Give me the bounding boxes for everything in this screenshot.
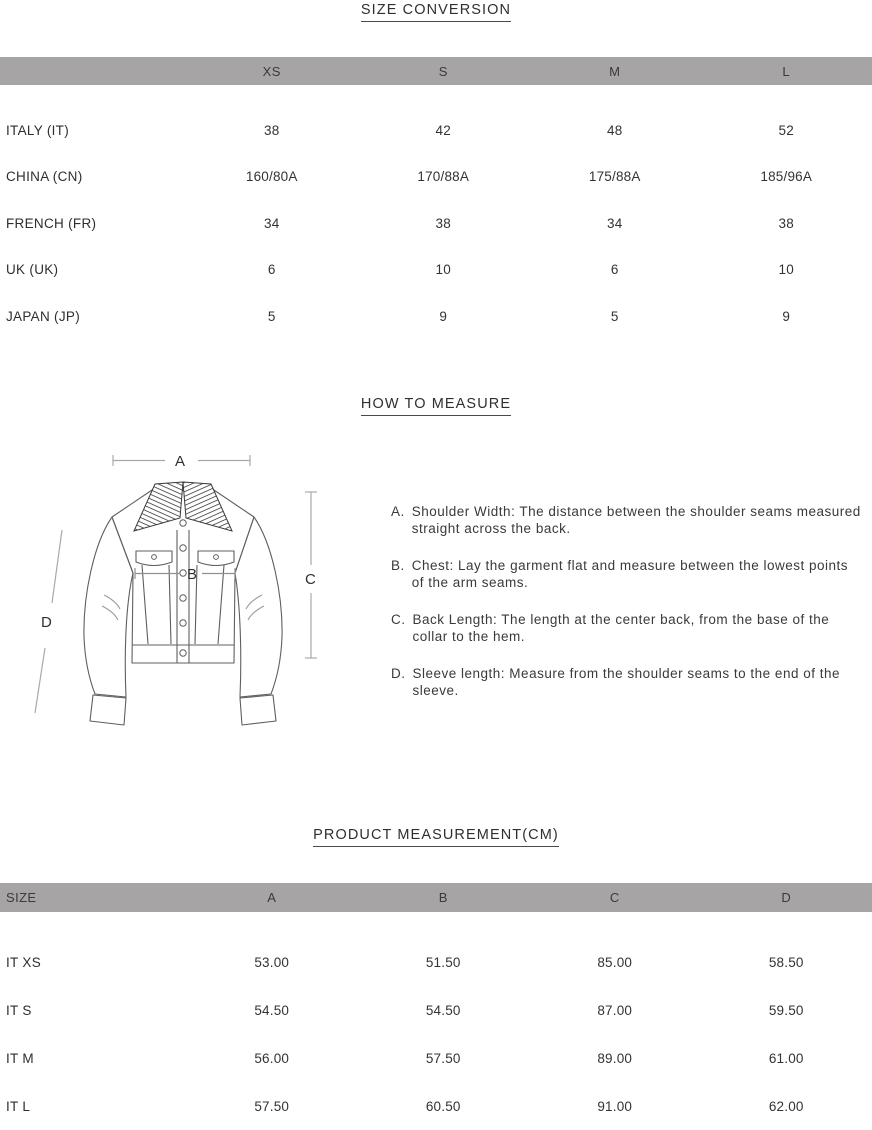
dimension-label-a: A [175,453,185,470]
table-row [0,200,872,247]
table-row [0,293,872,340]
cell-value: 34 [529,216,701,231]
product-measurement-title: PRODUCT MEASUREMENT(CM) [0,827,872,847]
jacket-measure-diagram [20,445,360,745]
product-measurement-col-a: A [186,890,358,905]
table-row [0,986,872,1034]
instruction-item-c [391,611,863,645]
size-conversion-table [0,107,872,340]
cell-value: 5 [529,309,701,324]
product-measurement-col-c: C [529,890,701,905]
instruction-item-a [391,503,863,537]
cell-value: 53.00 [186,955,358,970]
dimension-label-d: D [41,614,52,631]
cell-value: 56.00 [186,1051,358,1066]
cell-value: 38 [701,216,872,231]
cell-value: 54.50 [186,1003,358,1018]
cell-value: 87.00 [529,1003,701,1018]
instruction-text: Chest: Lay the garment flat and measure between the lowest points of the arm seams. [412,557,863,591]
cell-value: 48 [529,123,701,138]
dimension-label-b: B [187,566,197,583]
instruction-text: Shoulder Width: The distance between the shoulder seams measured straight across the back. [412,503,863,537]
cell-value: 10 [701,262,872,277]
row-label-it-xs: IT XS [0,955,186,970]
how-to-measure-title: HOW TO MEASURE [0,396,872,416]
cell-value: 54.50 [358,1003,530,1018]
row-label-uk: UK (UK) [0,262,186,277]
cell-value: 59.50 [701,1003,872,1018]
cell-value: 62.00 [701,1099,872,1114]
product-measurement-col-size: SIZE [0,890,186,905]
cell-value: 6 [186,262,358,277]
row-label-it-l: IT L [0,1099,186,1114]
instruction-item-b [391,557,863,591]
cell-value: 60.50 [358,1099,530,1114]
table-row [0,1034,872,1082]
table-row [0,938,872,986]
cell-value: 6 [529,262,701,277]
instruction-text: Back Length: The length at the center back, from the base of the collar to the hem. [413,611,864,645]
cell-value: 185/96A [701,169,872,184]
table-row [0,107,872,154]
product-measurement-col-d: D [701,890,872,905]
cell-value: 51.50 [358,955,530,970]
instruction-key: C. [391,611,406,645]
instruction-key: D. [391,665,406,699]
cell-value: 9 [358,309,530,324]
row-label-it-m: IT M [0,1051,186,1066]
cell-value: 42 [358,123,530,138]
size-conversion-title: SIZE CONVERSION [0,2,872,22]
dimension-label-c: C [305,571,316,588]
instruction-key: A. [391,503,405,537]
size-conversion-col-l: L [701,64,872,79]
product-measurement-col-b: B [358,890,530,905]
cell-value: 5 [186,309,358,324]
size-conversion-col-xs: XS [186,64,358,79]
cell-value: 91.00 [529,1099,701,1114]
row-label-china: CHINA (CN) [0,169,186,184]
cell-value: 58.50 [701,955,872,970]
jacket-diagram-svg [20,445,360,745]
row-label-french: FRENCH (FR) [0,216,186,231]
size-conversion-header-row [0,57,872,85]
size-conversion-col-m: M [529,64,701,79]
cell-value: 34 [186,216,358,231]
instruction-text: Sleeve length: Measure from the shoulder seams to the end of the sleeve. [413,665,864,699]
measure-instructions [391,503,863,719]
row-label-japan: JAPAN (JP) [0,309,186,324]
cell-value: 10 [358,262,530,277]
instruction-key: B. [391,557,405,591]
cell-value: 175/88A [529,169,701,184]
table-row [0,1082,872,1130]
product-measurement-table [0,938,872,1130]
size-conversion-col-s: S [358,64,530,79]
cell-value: 170/88A [358,169,530,184]
table-row [0,154,872,201]
product-measurement-header-row [0,883,872,912]
cell-value: 38 [186,123,358,138]
cell-value: 89.00 [529,1051,701,1066]
cell-value: 57.50 [358,1051,530,1066]
cell-value: 57.50 [186,1099,358,1114]
instruction-item-d [391,665,863,699]
cell-value: 85.00 [529,955,701,970]
row-label-it-s: IT S [0,1003,186,1018]
cell-value: 52 [701,123,872,138]
cell-value: 160/80A [186,169,358,184]
cell-value: 38 [358,216,530,231]
cell-value: 61.00 [701,1051,872,1066]
cell-value: 9 [701,309,872,324]
row-label-italy: ITALY (IT) [0,123,186,138]
jacket-buttons [152,520,219,656]
table-row [0,247,872,294]
